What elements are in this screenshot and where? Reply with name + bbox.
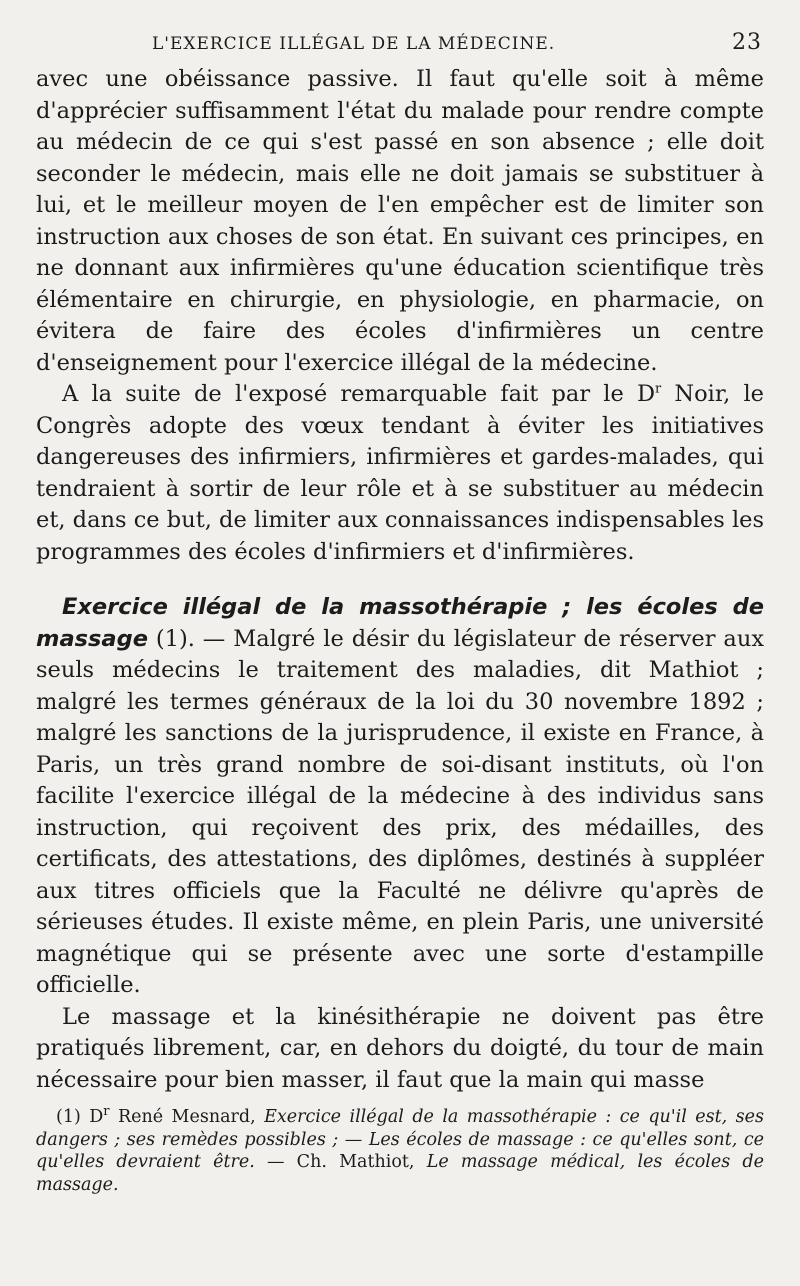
paragraph-text: A la suite de l'exposé remarquable fait par le D [62,381,656,407]
footnote-text [36,1106,764,1196]
footnote [36,1106,764,1196]
page-number: 23 [732,30,762,55]
section-heading: Exercice illégal de la massothérapie ; les écoles de massage [36,594,764,652]
running-head [36,28,764,64]
paragraph-congress [36,379,764,568]
section-spacer [36,568,764,592]
footnote-title: Exercice illégal de la massothérapie : ce qu'il est, ses dangers ; ses remèdes possibles ; — Les écoles de massage : ce qu'elles sont, ce qu'elles devraient être. [36,1107,764,1172]
superscript: r [103,1104,110,1120]
footnote-marker: (1) D [56,1107,104,1127]
footnote-title: Le massage médical, les écoles de massage. [36,1152,764,1195]
superscript: r [655,381,662,397]
footnote-author: René Mesnard, [109,1107,265,1127]
book-page [36,28,764,1196]
body-text [36,64,764,1096]
footnote-separator: — Ch. Mathiot, [254,1152,427,1172]
paragraph-continued: avec une obéissance passive. Il faut qu'elle soit à même d'apprécier suffisamment l'état du malade pour rendre compte au médecin de ce qui s'est passé en son absence ; elle doit seconder le médecin, mais elle ne doit jamais se substituer à lui, et le meilleur moyen de l'en empêcher est de limiter son instruction aux choses de son état. En suivant ces principes, en ne donnant aux infirmières qu'une éducation scientifique très élémentaire en chirurgie, en physiologie, en pharmacie, on évitera de faire des écoles d'infirmières un centre d'enseignement pour l'exercice illégal de la médecine. [36,66,764,376]
running-title: L'EXERCICE ILLÉGAL DE LA MÉDECINE. [152,34,556,54]
footnote-reference: (1). — [147,625,234,652]
paragraph-massotherapie [36,592,764,1002]
paragraph-massage: Le massage et la kinésithérapie ne doivent pas être pratiqués librement, car, en dehors du doigté, du tour de main nécessaire pour bien masser, il faut que la main qui masse [36,1003,764,1093]
paragraph-text: Noir, le Congrès adopte des vœux tendant à éviter les initiatives dangereuses des infirmiers, infirmières et gardes-malades, qui tendraient à sortir de leur rôle et à se substituer au médecin et, dans ce but, de limiter aux connaissances indispensables les programmes des écoles d'infirmiers et d'infirmières. [36,381,764,565]
paragraph-text: Malgré le désir du législateur de réserver aux seuls médecins le traitement des maladies, dit Mathiot ; malgré les termes généraux de la loi du 30 novembre 1892 ; malgré les sanctions de la jurisprudence, il existe en France, à Paris, un très grand nombre de soi-disant instituts, où l'on facilite l'exercice illégal de la médecine à des individus sans instruction, qui reçoivent des prix, des médailles, des certificats, des attestations, des diplômes, destinés à suppléer aux titres officiels que la Faculté ne délivre qu'après de sérieuses études. Il existe même, en plein Paris, une université magnétique qui se présente avec une sorte d'estampille officielle. [36,625,765,998]
